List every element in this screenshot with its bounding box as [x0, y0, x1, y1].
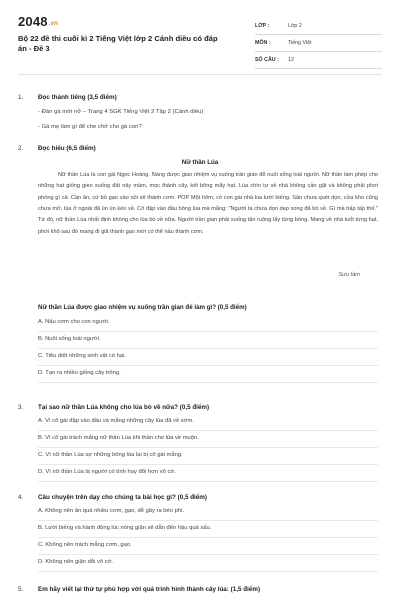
passage-source: Sưu tầm: [338, 272, 360, 278]
option-text: D. Vì nữ thần Lúa là người có tính hay đổi hơn vô cớ.: [38, 469, 176, 475]
reading-line: - Gà mẹ làm gì để che chở cho gà con?: [38, 124, 142, 130]
answer-option[interactable]: [38, 431, 378, 448]
question-title: Tại sao nữ thần Lúa không cho lúa bò về nữa? (0,5 điểm): [38, 404, 210, 411]
page-title: Bộ 22 đề thi cuối kì 2 Tiếng Việt lớp 2 Cánh diều có đáp án - Đề 3: [18, 34, 218, 53]
question-number: 2.: [18, 145, 24, 152]
meta-row-count: [255, 52, 382, 69]
meta-row-grade: [255, 18, 382, 35]
answer-option[interactable]: [38, 366, 378, 383]
question-number: 5.: [18, 586, 24, 593]
option-text: D. Tạo ra nhiều giống cây trồng.: [38, 370, 121, 376]
option-text: B. Nuôi sống loài người.: [38, 336, 101, 342]
answer-option[interactable]: [38, 414, 378, 431]
answer-option[interactable]: [38, 349, 378, 366]
meta-key: LỚP :: [255, 23, 270, 29]
meta-value: 12: [288, 57, 294, 63]
question-title: Đọc hiểu (6,5 điểm): [38, 145, 96, 152]
answer-option[interactable]: [38, 555, 378, 572]
meta-value: Lớp 2: [288, 23, 302, 29]
meta-key: MÔN :: [255, 40, 271, 46]
question-title: Câu chuyện trên dạy cho chúng ta bài học gì? (0,5 điểm): [38, 494, 207, 501]
option-text: D. Không nên giận dỗi vô cớ.: [38, 559, 114, 565]
meta-info: [255, 18, 382, 69]
logo-main: 2048: [18, 14, 48, 29]
option-text: C. Không nên trách mắng cơm, gạo.: [38, 542, 132, 548]
logo-tld: .vn: [48, 21, 59, 27]
meta-key: SỐ CÂU :: [255, 57, 279, 63]
question-number: 3.: [18, 404, 24, 411]
option-text: A. Nấu cơm cho con người.: [38, 319, 110, 325]
sub-question: Nữ thần Lúa được giao nhiệm vụ xuống trần gian để làm gì? (0,5 điểm): [38, 304, 247, 311]
question-number: 4.: [18, 494, 24, 501]
answer-option[interactable]: [38, 521, 378, 538]
question-title: Em hãy viết lại thứ tự phù hợp với quá trình hình thành cây lúa: (1,5 điểm): [38, 586, 261, 593]
option-text: C. Vì nữ thần Lúa sợ những bông lúa lại bị cô gái mắng.: [38, 452, 183, 458]
site-logo[interactable]: [18, 14, 58, 29]
option-text: A. Vì cô gái đập vào đầu và mắng những cây lúa đã về sớm.: [38, 418, 194, 424]
passage-title: Nữ thần Lúa: [181, 159, 219, 166]
reading-line: - Đàn gà mới nở – Trang 4 SGK Tiếng Việt 2 Tập 2 (Cánh diều): [38, 109, 204, 115]
option-text: B. Vì cô gái trách mắng nữ thần Lúa khi thần cho lúa về muộn.: [38, 435, 199, 441]
passage-text: Nữ thần Lúa là con gái Ngọc Hoàng. Nàng được giao nhiệm vụ xuống trần gian để nuôi sống loài người. Nữ thần làm phép cho những hạt giống gieo xuống đất nảy mầm, mọc thành cây, kết bông mẩy hạt. Lúa chín tự về nhà không cần gặt và không phải phơi phóng gì cả. Cần ăn, cứ bỏ gạo vào nồi sẽ thành cơm. POP Một hôm, có con gái nhà kia lười biếng. Sân chưa quét dọn, cửa kho cũng chưa mở, lúa ở ngoài đã ùn ùn kéo về. Cô đập vào đầu bông lúa mà mắng: "Người ta chưa dọn dẹp xong đã bò về. Gì mà hấp tấp thế." Từ đó, nữ thần Lúa nhất định không cho lúa bò về nữa. Người trần gian phải xuống tận ruộng lấy từng bông. Mang về nhà tuốt từng hạt, phơi khô sau đó mang đi giã thành gạo mới có thể nấu thành cơm.: [38, 172, 378, 235]
answer-option[interactable]: [38, 448, 378, 465]
option-text: A. Không nên ăn quá nhiều cơm, gạo, dễ gây ra béo phì.: [38, 508, 185, 514]
answer-option[interactable]: [38, 332, 378, 349]
answer-option[interactable]: [38, 315, 378, 332]
question-title: Đọc thành tiếng (3,5 điểm): [38, 94, 117, 101]
header-divider: [18, 74, 382, 75]
answer-option[interactable]: [38, 538, 378, 555]
option-text: C. Tiêu diệt những sinh vật có hại.: [38, 353, 126, 359]
question-number: 1.: [18, 94, 24, 101]
option-text: B. Lười biếng và hành động lúc nóng giận sẽ dẫn đến hậu quả xấu.: [38, 525, 212, 531]
meta-row-subject: [255, 35, 382, 52]
answer-option[interactable]: [38, 465, 378, 482]
answer-option[interactable]: [38, 504, 378, 521]
page-header: [18, 8, 382, 70]
meta-value: Tiếng Việt: [288, 40, 312, 46]
